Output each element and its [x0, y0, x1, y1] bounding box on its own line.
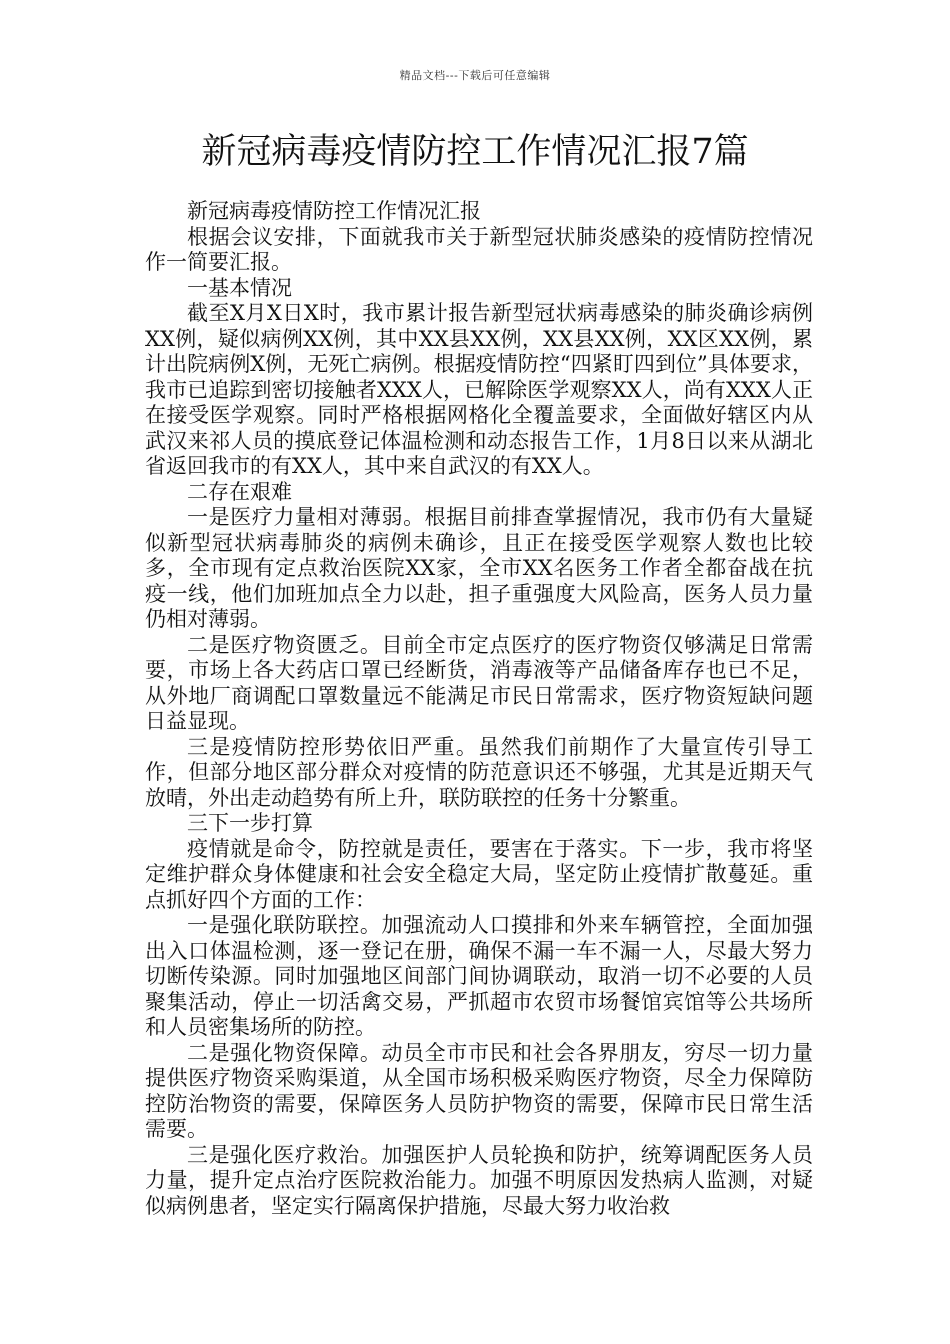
paragraph-next-steps-intro: 疫情就是命令，防控就是责任，要害在于落实。下一步，我市将坚定维护群众身体健康和社会安全稳定大局，坚定防止疫情扩散蔓延。重点抓好四个方面的工作：: [145, 836, 813, 912]
section-heading-basic-situation: 一基本情况: [187, 275, 292, 300]
paragraph-next-step-3: 三是强化医疗救治。加强医护人员轮换和防护，统筹调配医务人员力量，提升定点治疗医院救治能力。加强不明原因发热病人监测，对疑似病例患者，坚定实行隔离保护措施，尽最大努力收治救: [145, 1142, 813, 1218]
paragraph-intro: 根据会议安排，下面就我市关于新型冠状肺炎感染的疫情防控情况作一简要汇报。: [145, 224, 813, 274]
section-heading-difficulties: 二存在艰难: [187, 479, 292, 504]
paragraph-difficulty-1: 一是医疗力量相对薄弱。根据目前排查掌握情况，我市仍有大量疑似新型冠状病毒肺炎的病例未确诊，且正在接受医学观察人数也比较多，全市现有定点救治医院XX家，全市XX名医务工作者全都奋战在抗疫一线，他们加班加点全力以赴，担子重强度大风险高，医务人员力量仍相对薄弱。: [145, 505, 813, 631]
header-note: 精品文档---下载后可任意编辑: [399, 69, 551, 82]
paragraph-difficulty-2: 二是医疗物资匮乏。目前全市定点医疗的医疗物资仅够满足日常需要，市场上各大药店口罩已经断货，消毒液等产品储备库存也已不足，从外地厂商调配口罩数量远不能满足市民日常需求，医疗物资短缺问题日益显现。: [145, 632, 813, 733]
paragraph-next-step-1: 一是强化联防联控。加强流动人口摸排和外来车辆管控，全面加强出入口体温检测，逐一登记在册，确保不漏一车不漏一人，尽最大努力切断传染源。同时加强地区间部门间协调联动，取消一切不必要的人员聚集活动，停止一切活禽交易，严抓超市农贸市场餐馆宾馆等公共场所和人员密集场所的防控。: [145, 913, 813, 1039]
paragraph-next-step-2: 二是强化物资保障。动员全市市民和社会各界朋友，穷尽一切力量提供医疗物资采购渠道，从全国市场积极采购医疗物资，尽全力保障防控防治物资的需要，保障医务人员防护物资的需要，保障市民日常生活需要。: [145, 1040, 813, 1141]
paragraph-basic-situation: 截至X月X日X时，我市累计报告新型冠状病毒感染的肺炎确诊病例XX例，疑似病例XX例，其中XX县XX例，XX县XX例，XX区XX例，累计出院病例X例，无死亡病例。根据疫情防控“四紧盯四到位”具体要求，我市已追踪到密切接触者XXX人，已解除医学观察XX人，尚有XXX人正在接受医学观察。同时严格根据网格化全覆盖要求，全面做好辖区内从武汉来祁人员的摸底登记体温检测和动态报告工作，1月8日以来从湖北省返回我市的有XX人，其中来自武汉的有XX人。: [145, 301, 813, 478]
document-body: [145, 199, 813, 1219]
paragraph-subtitle: 新冠病毒疫情防控工作情况汇报: [187, 199, 481, 223]
document-title: 新冠病毒疫情防控工作情况汇报7篇: [201, 132, 749, 172]
paragraph-difficulty-3: 三是疫情防控形势依旧严重。虽然我们前期作了大量宣传引导工作，但部分地区部分群众对疫情的防范意识还不够强，尤其是近期天气放晴，外出走动趋势有所上升，联防联控的任务十分繁重。: [145, 734, 813, 810]
section-heading-next-steps: 三下一步打算: [187, 811, 313, 835]
